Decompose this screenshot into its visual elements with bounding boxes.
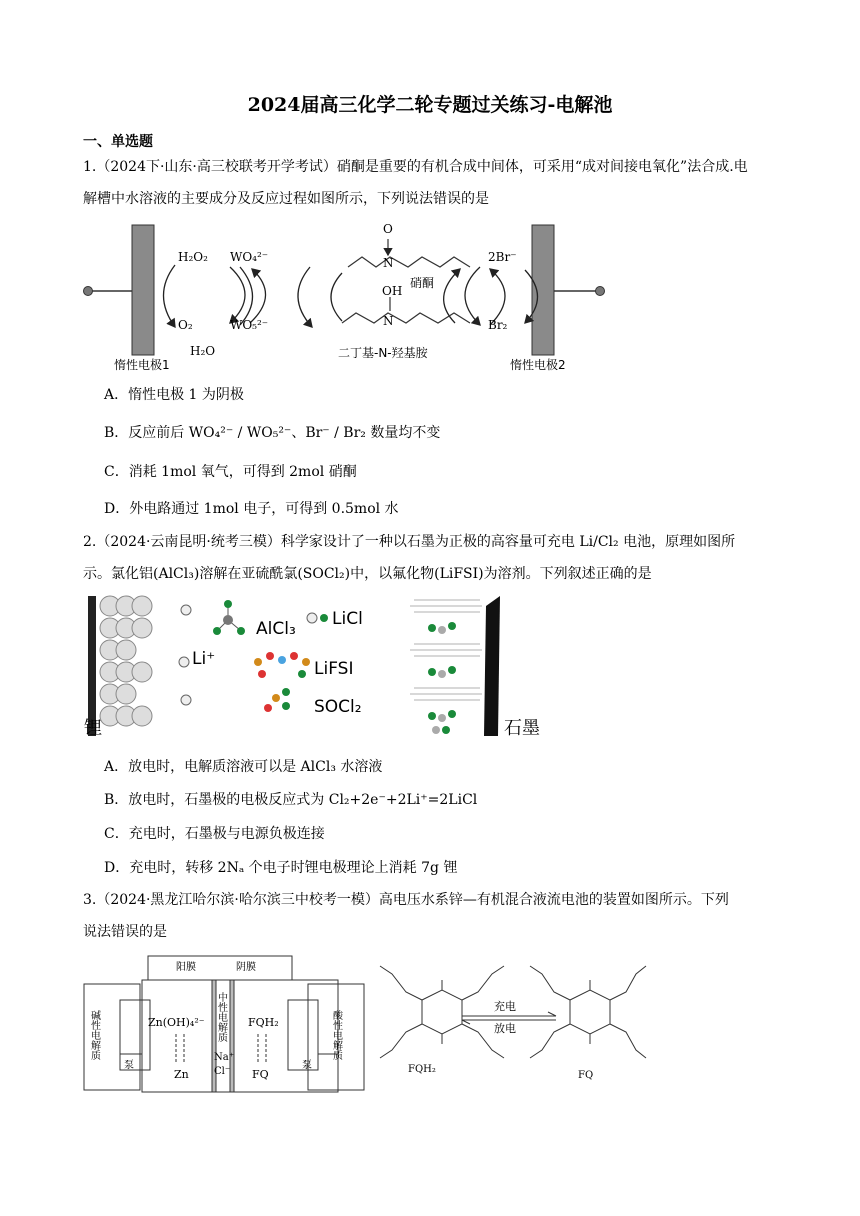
cl-label: Cl⁻ [214, 1066, 231, 1077]
anode-membrane-label: 阳膜 [176, 962, 196, 973]
q2-option-d: D．充电时，转移 2Nₐ 个电子时锂电极理论上消耗 7g 锂 [104, 860, 458, 876]
amine-label: 二丁基-N-羟基胺 [338, 346, 428, 360]
socl2-label: SOCl₂ [314, 697, 362, 717]
fqh2-structure-label: FQH₂ [408, 1064, 436, 1075]
terminal-left-icon [84, 287, 93, 296]
lifsi-label: LiFSI [314, 659, 354, 679]
terminal-right-icon [596, 287, 605, 296]
fqh2-structure-icon [380, 966, 504, 1058]
fq-structure-icon [530, 966, 646, 1058]
q2-option-a: A．放电时，电解质溶液可以是 AlCl₃ 水溶液 [104, 759, 383, 775]
q2-battery-diagram [80, 592, 560, 742]
zn-label: Zn [174, 1068, 189, 1081]
q3-flow-battery-diagram [80, 950, 650, 1095]
electrode2-plate [532, 225, 554, 355]
cathode-membrane-label: 阴膜 [236, 962, 256, 973]
na-label: Na⁺ [214, 1052, 234, 1063]
li-ion-label: Li⁺ [192, 649, 216, 669]
alkaline-electrolyte-label: 碱性电解质 [88, 1010, 100, 1060]
br-label: 2Br⁻ [488, 250, 517, 264]
q2-text-line1: 2.（2024·云南昆明·统考三模）科学家设计了一种以石墨为正极的高容量可充电 Li/Cl₂ 电池，原理如图所 [83, 534, 736, 550]
h2o-label: H₂O [190, 344, 216, 358]
lithium-label: 锂 [84, 718, 102, 739]
br2-label: Br₂ [488, 318, 508, 332]
electrode2-label: 惰性电极2 [510, 358, 566, 372]
alcl3-molecule-icon [213, 600, 245, 635]
socl2-molecule-icon [264, 688, 290, 712]
page-title: 2024届高三化学二轮专题过关练习-电解池 [247, 94, 613, 116]
lithium-electrode [88, 596, 96, 736]
alcl3-label: AlCl₃ [256, 619, 296, 639]
q2-option-c: C．充电时，石墨极与电源负极连接 [104, 826, 325, 842]
discharge-label: 放电 [494, 1022, 516, 1035]
amine-n-label: N [383, 314, 394, 328]
nitrone-o-label: O [383, 222, 393, 236]
graphite-electrode [484, 596, 500, 736]
q3-text-line1: 3.（2024·黑龙江哈尔滨·哈尔滨三中校考一模）高电压水系锌—有机混合液流电池的装置如图所示。下列 [83, 892, 729, 908]
o2-label: O₂ [178, 318, 193, 332]
wo5-label: WO₅²⁻ [230, 318, 269, 332]
charge-label: 充电 [494, 1000, 516, 1013]
q1-text-line1: 1.（2024下·山东·高三校联考开学考试）硝酮是重要的有机合成中间体，可采用“成对间接电氧化”法合成.电 [83, 159, 748, 175]
nitrone-label: 硝酮 [410, 276, 435, 290]
fqh2-cell-label: FQH₂ [248, 1016, 279, 1029]
electrode1-plate [132, 225, 154, 355]
zn-oh-label: Zn(OH)₄²⁻ [148, 1016, 205, 1029]
q1-option-d: D．外电路通过 1mol 电子，可得到 0.5mol 水 [104, 501, 399, 517]
licl-label: LiCl [332, 609, 363, 629]
nitrone-n-label: N [383, 256, 394, 270]
electrode1-label: 惰性电极1 [114, 358, 170, 372]
section-heading: 一、单选题 [83, 134, 153, 150]
wo4-label: WO₄²⁻ [230, 250, 269, 264]
fq-structure-label: FQ [578, 1070, 594, 1081]
lifsi-molecule-icon [254, 652, 310, 678]
graphite-label: 石墨 [504, 718, 540, 739]
h2o2-label: H₂O₂ [178, 250, 208, 264]
q1-option-b: B．反应前后 WO₄²⁻ / WO₅²⁻、Br⁻ / Br₂ 数量均不变 [104, 425, 441, 441]
fq-cell-label: FQ [252, 1068, 269, 1081]
neutral-electrolyte-label: 中性电解质 [215, 992, 227, 1042]
q3-text-line2: 说法错误的是 [83, 924, 167, 940]
q1-electrolysis-diagram [80, 215, 620, 375]
amine-oh-label: OH [382, 284, 403, 298]
q1-option-a: A．惰性电极 1 为阴极 [104, 387, 244, 403]
q1-text-line2: 解槽中水溶液的主要成分及反应过程如图所示，下列说法错误的是 [83, 191, 489, 207]
graphite-intercalation-icons [428, 622, 456, 734]
pump-left-label: 泵 [124, 1060, 134, 1071]
q2-option-b: B．放电时，石墨极的电极反应式为 Cl₂+2e⁻+2Li⁺=2LiCl [104, 792, 478, 808]
q1-option-c: C．消耗 1mol 氧气，可得到 2mol 硝酮 [104, 464, 357, 480]
acid-electrolyte-label: 酸性电解质 [330, 1010, 342, 1060]
pump-right-label: 泵 [302, 1060, 312, 1071]
q2-text-line2: 示。氯化铝(AlCl₃)溶解在亚硫酰氯(SOCl₂)中，以氟化物(LiFSI)为溶剂。下列叙述正确的是 [83, 566, 652, 582]
